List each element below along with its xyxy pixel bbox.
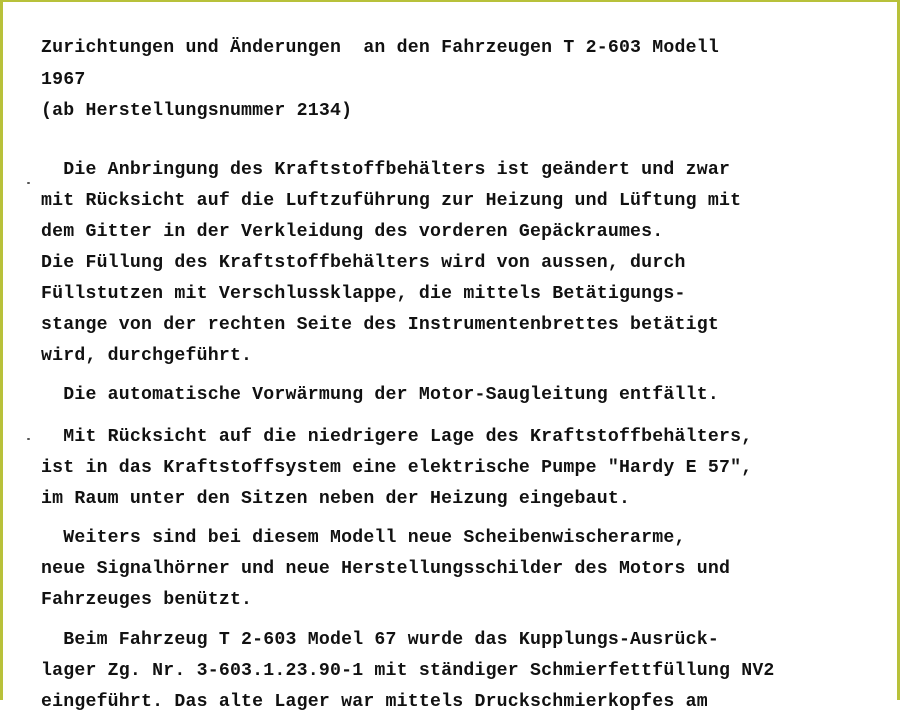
scan-speck	[27, 438, 30, 440]
paragraph-2-line-1: Die automatische Vorwärmung der Motor-Saugleitung entfällt.	[41, 385, 719, 405]
scan-speck	[27, 182, 30, 184]
title-line-3: (ab Herstellungsnummer 2134)	[41, 101, 353, 121]
paragraph-4-line-2: neue Signalhörner und neue Herstellungsschilder des Motors und	[41, 559, 731, 579]
paragraph-5-line-2: lager Zg. Nr. 3-603.1.23.90-1 mit ständiger Schmierfettfüllung NV2	[41, 661, 775, 681]
paragraph-3-line-3: im Raum unter den Sitzen neben der Heizung eingebaut.	[41, 489, 631, 509]
paragraph-1-line-1: Die Anbringung des Kraftstoffbehälters ist geändert und zwar	[41, 160, 731, 180]
paragraph-1-line-4: Die Füllung des Kraftstoffbehälters wird von aussen, durch	[41, 253, 686, 273]
paragraph-3-line-1: Mit Rücksicht auf die niedrigere Lage des Kraftstoffbehälters,	[41, 427, 753, 447]
paragraph-3-line-2: ist in das Kraftstoffsystem eine elektrische Pumpe "Hardy E 57",	[41, 458, 753, 478]
paragraph-1-line-7: wird, durchgeführt.	[41, 346, 253, 366]
paragraph-1-line-2: mit Rücksicht auf die Luftzuführung zur Heizung und Lüftung mit	[41, 191, 742, 211]
paragraph-5-line-1: Beim Fahrzeug T 2-603 Model 67 wurde das Kupplungs-Ausrück-	[41, 630, 719, 650]
document-body	[3, 2, 775, 712]
paragraph-4-line-3: Fahrzeuges benützt.	[41, 590, 253, 610]
title-line-2: 1967	[41, 70, 86, 90]
paragraph-5-line-3: eingeführt. Das alte Lager war mittels Druckschmierkopfes am	[41, 692, 708, 712]
paragraph-1-line-3: dem Gitter in der Verkleidung des vorderen Gepäckraumes.	[41, 222, 664, 242]
paragraph-1-line-6: stange von der rechten Seite des Instrumentenbrettes betätigt	[41, 315, 719, 335]
paragraph-1-line-5: Füllstutzen mit Verschlussklappe, die mittels Betätigungs-	[41, 284, 686, 304]
paragraph-4-line-1: Weiters sind bei diesem Modell neue Scheibenwischerarme,	[41, 528, 686, 548]
title-line-1: Zurichtungen und Änderungen an den Fahrzeugen T 2-603 Modell	[41, 38, 719, 58]
